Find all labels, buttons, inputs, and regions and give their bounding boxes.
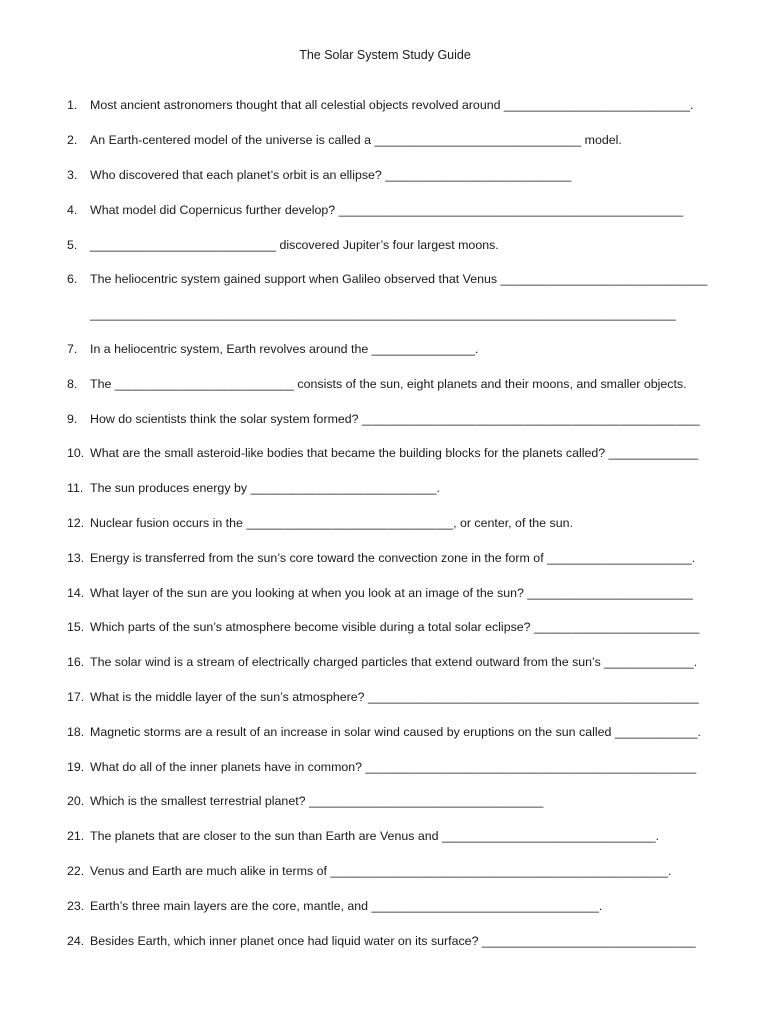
question-20 [67, 784, 732, 819]
question-text: How do scientists think the solar system formed? _________________________________________________ [90, 411, 700, 426]
question-number: 6. [67, 272, 78, 287]
question-text: Energy is transferred from the sun’s core toward the convection zone in the form of _____________________. [90, 550, 696, 565]
question-number: 20. [67, 794, 85, 809]
question-line [67, 262, 707, 297]
question-number: 19. [67, 759, 85, 774]
question-number: 10. [67, 446, 85, 461]
question-number: 18. [67, 724, 85, 739]
question-text: Venus and Earth are much alike in terms of _________________________________________________. [90, 863, 672, 878]
question-11 [67, 471, 732, 506]
question-number: 7. [67, 341, 78, 356]
question-number: 16. [67, 655, 85, 670]
answer-line-continued: _____________________________________________________________________________________ [90, 307, 676, 322]
question-list [67, 88, 732, 958]
question-number: 14. [67, 585, 85, 600]
question-text: Which parts of the sun’s atmosphere become visible during a total solar eclipse? ________________________ [90, 620, 700, 635]
question-3 [67, 158, 732, 193]
question-text: What is the middle layer of the sun’s atmosphere? ________________________________________________ [90, 689, 699, 704]
question-text: Earth’s three main layers are the core, mantle, and _________________________________. [90, 898, 603, 913]
question-18 [67, 714, 732, 749]
question-text: What do all of the inner planets have in common? ________________________________________________ [90, 759, 697, 774]
question-text: Most ancient astronomers thought that all celestial objects revolved around ___________________________. [90, 98, 694, 113]
question-text: Which is the smallest terrestrial planet? __________________________________ [90, 794, 544, 809]
question-19 [67, 749, 732, 784]
question-number: 17. [67, 689, 85, 704]
question-16 [67, 645, 732, 680]
question-number: 12. [67, 515, 85, 530]
question-14 [67, 575, 732, 610]
question-1 [67, 88, 732, 123]
question-number: 13. [67, 550, 85, 565]
question-6 [67, 262, 732, 332]
question-17 [67, 680, 732, 715]
question-4 [67, 192, 732, 227]
question-text: ___________________________ discovered Jupiter’s four largest moons. [90, 237, 499, 252]
question-text: The planets that are closer to the sun than Earth are Venus and _______________________________. [90, 829, 660, 844]
question-text: Who discovered that each planet’s orbit is an ellipse? ___________________________ [90, 167, 572, 182]
question-text: Magnetic storms are a result of an increase in solar wind caused by eruptions on the sun called ____________. [90, 724, 701, 739]
question-21 [67, 819, 732, 854]
question-8 [67, 366, 732, 401]
question-number: 1. [67, 98, 78, 113]
question-text: The sun produces energy by ___________________________. [90, 481, 440, 496]
question-number: 9. [67, 411, 78, 426]
question-number: 3. [67, 167, 78, 182]
question-text: In a heliocentric system, Earth revolves around the _______________. [90, 341, 479, 356]
question-number: 11. [67, 481, 84, 496]
question-text: The heliocentric system gained support when Galileo observed that Venus ______________________________ [90, 272, 708, 287]
question-number: 22. [67, 863, 85, 878]
question-7 [67, 332, 732, 367]
question-9 [67, 401, 732, 436]
question-number: 5. [67, 237, 78, 252]
question-23 [67, 888, 732, 923]
question-2 [67, 123, 732, 158]
question-number: 21. [67, 829, 85, 844]
question-number: 23. [67, 898, 85, 913]
question-number: 2. [67, 133, 78, 148]
question-text: What layer of the sun are you looking at when you look at an image of the sun? ________________________ [90, 585, 693, 600]
question-12 [67, 506, 732, 541]
question-text: The __________________________ consists of the sun, eight planets and their moons, and smaller objects. [90, 376, 687, 391]
question-10 [67, 436, 732, 471]
question-text: The solar wind is a stream of electrically charged particles that extend outward from the sun’s _____________. [90, 655, 698, 670]
question-text: Nuclear fusion occurs in the ______________________________, or center, of the sun. [90, 515, 573, 530]
page-title: The Solar System Study Guide [299, 48, 471, 62]
question-number: 8. [67, 376, 78, 391]
question-5 [67, 227, 732, 262]
question-13 [67, 540, 732, 575]
question-15 [67, 610, 732, 645]
question-number: 24. [67, 933, 85, 948]
question-text: An Earth-centered model of the universe is called a ______________________________ model. [90, 133, 622, 148]
question-number: 15. [67, 620, 85, 635]
question-24 [67, 923, 732, 958]
question-number: 4. [67, 202, 78, 217]
question-text: What model did Copernicus further develop? __________________________________________________ [90, 202, 684, 217]
question-22 [67, 854, 732, 889]
question-text: What are the small asteroid-like bodies that became the building blocks for the planets called? _____________ [90, 446, 699, 461]
question-text: Besides Earth, which inner planet once had liquid water on its surface? _______________________________ [90, 933, 696, 948]
